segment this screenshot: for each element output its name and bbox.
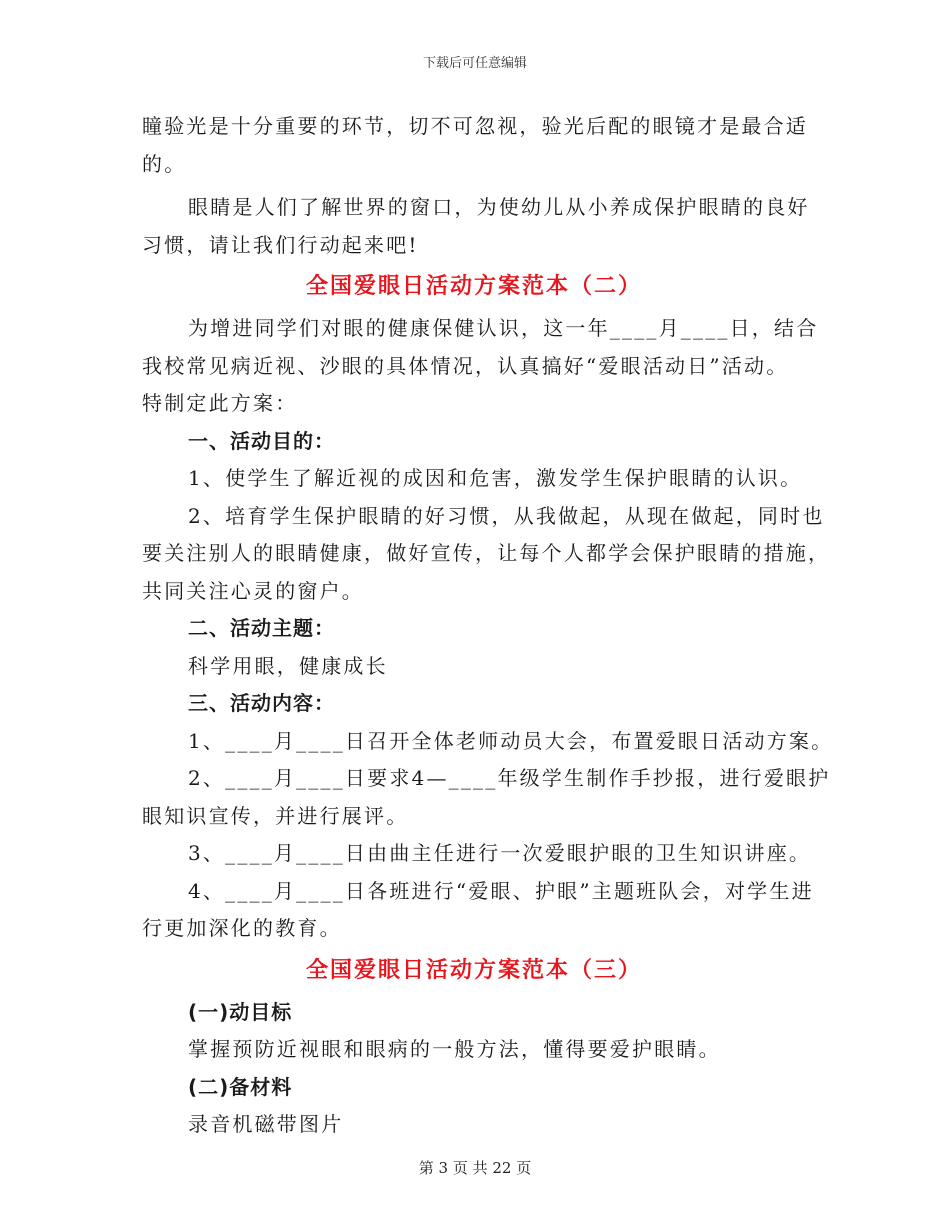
list-item: 4、____月____日各班进行“爱眼、护眼”主题班队会，对学生进 — [188, 878, 814, 903]
document-body — [142, 108, 834, 1144]
subheading-materials: (二)备材料 — [188, 1074, 293, 1099]
list-item: 2、培育学生保护眼睛的好习惯，从我做起，从现在做起，同时也 — [188, 503, 825, 528]
list-item: 3、____月____日由曲主任进行一次爱眼护眼的卫生知识讲座。 — [188, 841, 812, 865]
list-item-continued: 行更加深化的教育。 — [142, 916, 342, 940]
subheading-goal: (一)动目标 — [188, 999, 293, 1024]
subheading-theme: 二、活动主题： — [188, 616, 335, 640]
goal-text: 掌握预防近视眼和眼病的一般方法，懂得要爱护眼睛。 — [188, 1037, 721, 1061]
intro-line: 的。 — [142, 151, 187, 176]
list-item: 1、使学生了解近视的成因和危害，激发学生保护眼睛的认识。 — [188, 466, 803, 490]
section-title-2: 全国爱眼日活动方案范本（二） — [305, 274, 642, 299]
section-title-3: 全国爱眼日活动方案范本（三） — [305, 957, 642, 983]
subheading-purpose: 一、活动目的： — [188, 428, 335, 453]
list-item-continued: 眼知识宣传，并进行展评。 — [142, 803, 409, 828]
page-header: 下载后可任意编辑 — [422, 56, 527, 71]
list-item-continued: 要关注别人的眼睛健康，做好宣传，让每个人都学会保护眼睛的措施， — [142, 541, 831, 565]
subheading-content: 三、活动内容： — [188, 691, 335, 715]
page-number: 第 3 页 共 22 页 — [418, 1159, 532, 1177]
intro-line: 瞳验光是十分重要的环节，切不可忽视，验光后配的眼镜才是最合适 — [142, 114, 808, 138]
list-item: 1、____月____日召开全体老师动员大会，布置爱眼日活动方案。 — [188, 728, 834, 753]
intro-line: 眼睛是人们了解世界的窗口，为使幼儿从小养成保护眼睛的良好 — [188, 195, 810, 219]
paragraph-line: 为增进同学们对眼的健康保健认识，这一年____月____日，结合 — [188, 316, 819, 340]
list-item: 2、____月____日要求4—____年级学生制作手抄报，进行爱眼护 — [188, 766, 831, 790]
list-item-continued: 共同关注心灵的窗户。 — [142, 578, 364, 603]
theme-text: 科学用眼，健康成长 — [188, 653, 388, 678]
materials-text: 录音机磁带图片 — [188, 1112, 344, 1136]
paragraph-line: 特制定此方案： — [142, 391, 298, 415]
paragraph-line: 我校常见病近视、沙眼的具体情况，认真搞好“爱眼活动日”活动。 — [142, 353, 789, 378]
intro-line: 习惯，请让我们行动起来吧! — [142, 232, 419, 257]
